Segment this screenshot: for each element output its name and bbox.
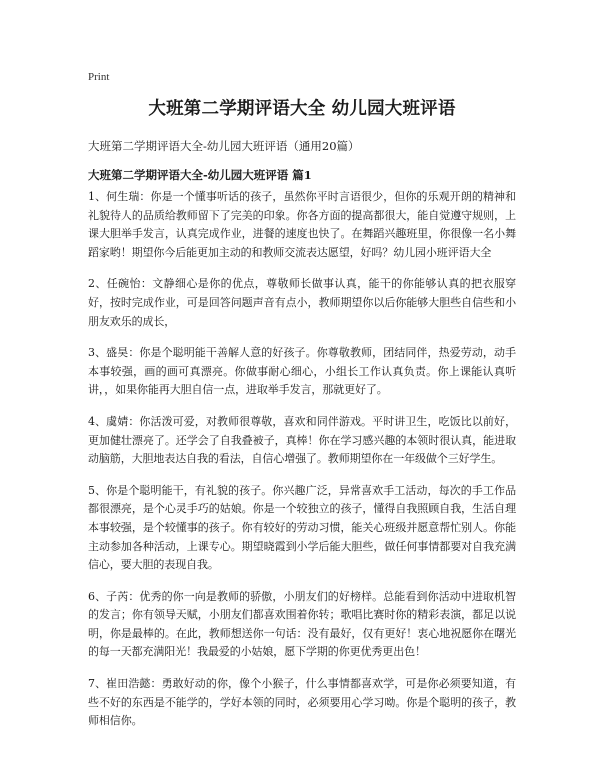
document-title: 大班第二学期评语大全 幼儿园大班评语 [148, 99, 456, 119]
document-page [88, 70, 516, 744]
comment-paragraph-7: 7、崔田浩懿：勇敢好动的你，像个小猴子，什么事情都喜欢学，可是你必须要知道，有些不好的东西是不能学的，学好本领的同时，必须要用心学习呦。你是个聪明的孩子，教师相信你。 [88, 677, 516, 728]
comment-paragraph-4: 4、虞婧：你活泼可爱，对教师很尊敬，喜欢和同伴游戏。平时讲卫生，吃饭比以前好，更加健壮漂亮了。还学会了自我叠被子，真棒！你在学习感兴趣的本领时很认真，能进取动脑筋，大胆地表达自我的看法，自信心增强了。教师期望你在一年级做个三好学生。 [88, 414, 516, 466]
section-heading: 大班第二学期评语大全-幼儿园大班评语 篇1 [88, 168, 312, 182]
comment-paragraph-5: 5、你是个聪明能干，有礼貌的孩子。你兴趣广泛，异常喜欢手工活动，每次的手工作品都很漂亮，是个心灵手巧的姑娘。你是一个较独立的孩子，懂得自我照顾自我，生活自理本事较强，是个较懂事的孩子。你有较好的劳动习惯，能关心班级并愿意帮忙别人。你能主动参加各种活动，上课专心。期望晓霞到小学后能大胆些，做任何事情都要对自我充满信心，要大胆的表现自我。 [88, 483, 516, 572]
comment-paragraph-3: 3、盛昊：你是个聪明能干善解人意的好孩子。你尊敬教师，团结同伴，热爱劳动，动手本事较强，画的画可真漂亮。你做事耐心细心，小组长工作认真负责。你上课能认真听讲，，如果你能再大胆自信一点，进取举手发言，那就更好了。 [88, 346, 516, 397]
comment-paragraph-1: 1、何生瑞：你是一个懂事听话的孩子，虽然你平时言语很少，但你的乐观开朗的精神和礼貌待人的品质给教师留下了完美的印象。你各方面的提高都很大，能自觉遵守规则，上课大胆举手发言，认真完成作业，进餐的速度也快了。在舞蹈兴趣班里，你很像一名小舞蹈家哟！期望你今后能更加主动的和教师交流表达愿望，好吗？幼儿园小班评语大全 [88, 190, 516, 259]
document-subtitle: 大班第二学期评语大全-幼儿园大班评语（通用20篇） [88, 139, 360, 153]
print-link[interactable]: Print [88, 71, 110, 83]
comment-list [88, 188, 516, 731]
comment-paragraph-2: 2、任碗怡：文静细心是你的优点，尊敬师长做事认真，能干的你能够认真的把衣服穿好，按时完成作业，可是回答问题声音有点小，教师期望你以后你能够大胆些自信些和小朋友欢乐的成长， [88, 277, 516, 328]
comment-paragraph-6: 6、子芮：优秀的你一向是教师的骄傲，小朋友们的好榜样。总能看到你活动中进取机智的发言；你有领导天赋，小朋友们都喜欢围着你转；歌唱比赛时你的精彩表演，都足以说明，你是最棒的。在此，教师想送你一句话：没有最好，仅有更好！衷心地祝愿你在曙光的每一天都充满阳光！我最爱的小姑娘，愿下学期的你更优秀更出色！ [88, 589, 516, 659]
